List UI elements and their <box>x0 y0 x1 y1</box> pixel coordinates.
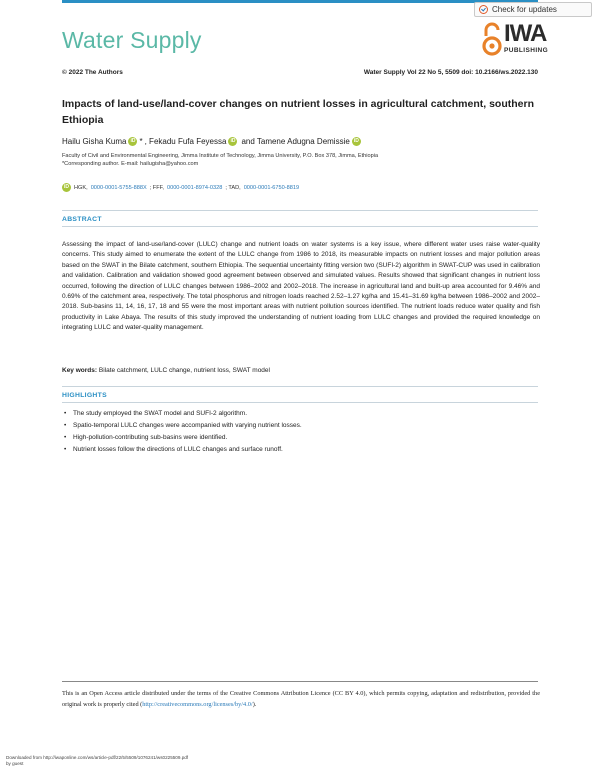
orcid-icon[interactable]: iD <box>230 138 236 144</box>
license-link[interactable]: http://creativecommons.org/licenses/by/4.0/ <box>142 701 253 708</box>
orcid-icon[interactable]: iD <box>130 138 136 144</box>
journal-title[interactable]: Water Supply <box>62 27 202 53</box>
section-divider <box>62 402 538 403</box>
orcid-initials: HGK, <box>74 184 88 191</box>
orcid-link[interactable]: 0000-0001-6750-8819 <box>243 184 300 191</box>
license-divider <box>62 681 538 682</box>
orcid-icon[interactable]: iD <box>353 138 359 144</box>
check-for-updates-button[interactable] <box>474 2 592 17</box>
download-line: Downloaded from http://iwaponline.com/ws/article-pdf/22/5/5509/1076241/ws0225509.pdf <box>6 755 189 760</box>
citation-text[interactable]: Water Supply Vol 22 No 5, 5509 doi: 10.2166/ws.2022.130 <box>363 69 538 76</box>
orcid-initials: ; TAD, <box>225 184 241 191</box>
orcid-list <box>62 183 299 192</box>
keywords-text: Bilate catchment, LULC change, nutrient loss, SWAT model <box>98 367 270 374</box>
download-line: by guest <box>6 761 24 766</box>
copyright-text: © 2022 The Authors <box>62 69 123 76</box>
iwa-logo-sub: PUBLISHING <box>504 47 549 54</box>
highlights-heading: HIGHLIGHTS <box>62 392 107 399</box>
license-text: This is an Open Access article distributed under the terms of the Creative Commons Attribution Licence (CC BY 4.0), which permits copying, adaptation and redistribution, provided the original work is properly cited ( <box>62 690 540 708</box>
citation-row <box>62 69 538 76</box>
keywords-line <box>62 367 270 374</box>
author-name: and Tamene Adugna Demissie <box>241 137 350 146</box>
highlight-item: • The study employed the SWAT model and SUFI-2 algorithm. <box>62 408 538 420</box>
open-access-icon <box>482 22 502 58</box>
orcid-link[interactable]: 0000-0001-5755-888X <box>90 184 147 191</box>
author-name: Hailu Gisha Kuma <box>62 137 127 146</box>
license-notice <box>62 688 540 710</box>
orcid-link[interactable]: 0000-0001-8974-0328 <box>166 184 223 191</box>
article-title: Impacts of land-use/land-cover changes on nutrient losses in agricultural catchment, southern Ethiopia <box>62 98 535 126</box>
affiliation-text: Faculty of Civil and Environmental Engineering, Jimma Institute of Technology, Jimma University, P.O. Box 378, Jimma, Ethiopia <box>62 153 379 159</box>
affiliation-block <box>62 152 542 168</box>
iwa-logo-name: IWA <box>504 20 547 47</box>
highlight-item: • High-pollution-contributing sub-basins were identified. <box>62 432 538 444</box>
header-top-rule <box>62 0 538 3</box>
abstract-heading: ABSTRACT <box>62 216 102 223</box>
section-divider <box>62 210 538 211</box>
highlights-list <box>62 408 538 456</box>
iwa-publishing-logo[interactable] <box>482 20 558 66</box>
author-name: , Fekadu Fufa Feyessa <box>144 137 227 146</box>
keywords-label: Key words: <box>62 367 98 374</box>
highlight-item: • Spatio-temporal LULC changes were accompanied with varying nutrient losses. <box>62 420 538 432</box>
check-updates-label: Check for updates <box>492 5 557 14</box>
section-divider <box>62 226 538 227</box>
section-divider <box>62 386 538 387</box>
download-watermark <box>6 755 188 767</box>
check-updates-icon <box>479 5 488 14</box>
highlight-item: • Nutrient losses follow the directions of LULC changes and surface runoff. <box>62 444 538 456</box>
orcid-icon: iD <box>64 184 69 190</box>
author-list <box>62 137 361 146</box>
license-end: ). <box>252 701 257 708</box>
corresponding-mark: * <box>139 137 143 146</box>
orcid-initials: ; FFF, <box>149 184 164 191</box>
corresponding-author: *Corresponding author. E-mail: hailugisha@yahoo.com <box>62 161 199 167</box>
abstract-text: Assessing the impact of land-use/land-cover (LULC) change and nutrient loads on water systems is a key issue, where different water uses raise water-quality concerns. This study aimed to enumerate the extent of the LULC change from 1986 to 2018, its measurable impacts on nutrient losses and major pollution areas based on the SWAT in the Bilate catchment, southern Ethiopia. The sequential uncertainty fitting version two (SUFI-2) algorithm in SWAT-CUP was used in calibration and validation. Calibration and validation showed good agreement between observed and simulated values. Results showed that significant changes in nutrient loss occurred, following the direction of LULC changes between 1986–2002 and 2002–2018. The increase in agricultural land and built-up area accounted for 9.46% and 0.69% of the catchment area, respectively. The total phosphorus and nitrogen loads reached 2.52–1.27 kg/ha and 15.41–31.69 kg/ha between 1986–2002 and 2002–2018. Sub-basins 11, 14, 16, 17, 18 and 55 were the most important areas with nutrient pollution sources identified. The nutrient loads reduce water quality and fish productivity in Lake Abaya. The results of this study improved the understanding of nutrient loading from LULC changes and provided the required knowledge on integrating LULC and water-quality management. <box>62 241 540 332</box>
